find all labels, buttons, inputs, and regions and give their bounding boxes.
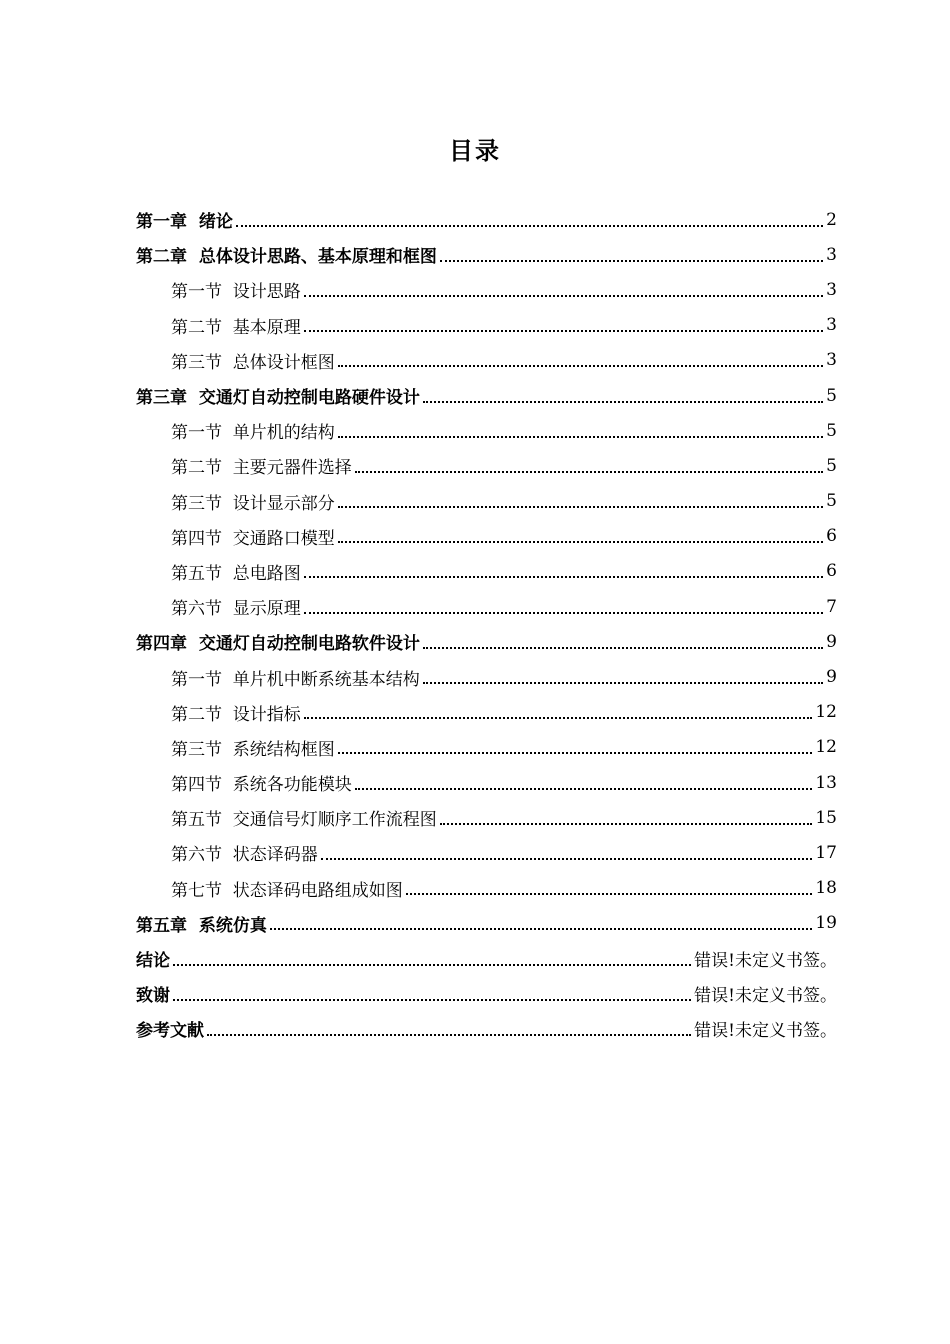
dot-leader	[207, 1034, 691, 1036]
dot-leader	[338, 365, 823, 367]
toc-entry-label: 第三章 交通灯自动控制电路硬件设计	[136, 388, 420, 409]
toc-entry-label: 第一章 绪论	[136, 212, 233, 233]
toc-entry-label: 第一节 单片机的结构	[171, 423, 335, 444]
dot-leader	[338, 436, 823, 438]
toc-entry-page: 错误!未定义书签。	[694, 986, 837, 1007]
toc-entry[interactable]	[0, 308, 950, 343]
dot-leader	[173, 999, 691, 1001]
dot-leader	[321, 858, 813, 860]
toc-entry-label: 第六节 状态译码器	[171, 845, 318, 866]
dot-leader	[304, 612, 823, 614]
toc-entry-label: 第二节 基本原理	[171, 317, 301, 338]
toc-entry[interactable]	[0, 413, 950, 448]
toc-entry-label: 第七节 状态译码电路组成如图	[171, 880, 403, 901]
toc-entry-page: 错误!未定义书签。	[694, 951, 837, 972]
toc-entry[interactable]	[0, 519, 950, 554]
dot-leader	[304, 295, 823, 297]
toc-entry[interactable]	[0, 554, 950, 589]
toc-entry[interactable]	[0, 378, 950, 413]
toc-entry[interactable]	[0, 202, 950, 237]
toc-entry-page: 12	[815, 702, 837, 723]
toc-entry-label: 第三节 系统结构框图	[171, 739, 335, 760]
toc-entry-page: 3	[826, 315, 837, 336]
toc-entry-page: 17	[815, 842, 837, 863]
dot-leader	[304, 330, 823, 332]
dot-leader	[270, 928, 813, 930]
toc-entry[interactable]	[0, 800, 950, 835]
toc-entry-label: 第二节 主要元器件选择	[171, 458, 352, 479]
toc-entry[interactable]	[0, 1011, 950, 1046]
dot-leader	[355, 788, 813, 790]
toc-entry-label: 致谢	[136, 986, 170, 1007]
toc-entry-page: 3	[826, 350, 837, 371]
dot-leader	[423, 401, 823, 403]
toc-entry-label: 结论	[136, 951, 170, 972]
toc-entry-label: 第五章 系统仿真	[136, 915, 267, 936]
dot-leader	[355, 471, 823, 473]
toc-entry[interactable]	[0, 941, 950, 976]
toc-entry-label: 第一节 设计思路	[171, 282, 301, 303]
toc-entry-page: 9	[826, 631, 837, 652]
toc-entry-label: 第一节 单片机中断系统基本结构	[171, 669, 420, 690]
toc-entry-page: 15	[815, 807, 837, 828]
toc-entry-label: 第四章 交通灯自动控制电路软件设计	[136, 634, 420, 655]
toc-entry-page: 19	[815, 913, 837, 934]
toc-entry[interactable]	[0, 484, 950, 519]
toc-entry[interactable]	[0, 695, 950, 730]
toc-entry-page: 2	[826, 209, 837, 230]
toc-entry-page: 9	[826, 667, 837, 688]
dot-leader	[236, 225, 823, 227]
toc-entry-label: 第四节 交通路口模型	[171, 528, 335, 549]
toc-entry-label: 第二节 设计指标	[171, 704, 301, 725]
dot-leader	[338, 506, 823, 508]
toc-entry-page: 5	[826, 420, 837, 441]
dot-leader	[338, 752, 813, 754]
toc-entry[interactable]	[0, 765, 950, 800]
toc-entry-page: 3	[826, 279, 837, 300]
toc-entry[interactable]	[0, 835, 950, 870]
toc-entry-page: 3	[826, 244, 837, 265]
toc-entry[interactable]	[0, 976, 950, 1011]
toc-entry-label: 第六节 显示原理	[171, 599, 301, 620]
toc-entry-label: 参考文献	[136, 1021, 204, 1042]
toc-entry-page: 5	[826, 385, 837, 406]
dot-leader	[423, 682, 823, 684]
toc-entry-label: 第五节 总电路图	[171, 563, 301, 584]
toc-entry[interactable]	[0, 906, 950, 941]
dot-leader	[338, 541, 823, 543]
toc-entry[interactable]	[0, 272, 950, 307]
toc-entry[interactable]	[0, 589, 950, 624]
toc-entry-label: 第三节 设计显示部分	[171, 493, 335, 514]
toc-entry[interactable]	[0, 730, 950, 765]
dot-leader	[304, 576, 823, 578]
toc-entry-page: 13	[815, 772, 837, 793]
toc-entry-label: 第三节 总体设计框图	[171, 352, 335, 373]
toc-entry-page: 6	[826, 526, 837, 547]
toc-entry[interactable]	[0, 659, 950, 694]
toc-entry-page: 5	[826, 455, 837, 476]
dot-leader	[423, 647, 823, 649]
dot-leader	[406, 893, 813, 895]
toc-entry-page: 5	[826, 491, 837, 512]
toc-entry-page: 18	[815, 878, 837, 899]
toc-entry-page: 7	[826, 596, 837, 617]
dot-leader	[173, 964, 691, 966]
toc-entry-page: 错误!未定义书签。	[694, 1021, 837, 1042]
toc-entry-page: 6	[826, 561, 837, 582]
toc-entry[interactable]	[0, 871, 950, 906]
toc-entry-label: 第四节 系统各功能模块	[171, 775, 352, 796]
toc-entry[interactable]	[0, 237, 950, 272]
toc-entry[interactable]	[0, 343, 950, 378]
dot-leader	[304, 717, 813, 719]
toc-entry-label: 第五节 交通信号灯顺序工作流程图	[171, 810, 437, 831]
toc-list	[0, 202, 950, 1047]
toc-entry-page: 12	[815, 737, 837, 758]
toc-title: 目录	[449, 137, 501, 165]
toc-entry[interactable]	[0, 448, 950, 483]
toc-entry[interactable]	[0, 624, 950, 659]
toc-entry-label: 第二章 总体设计思路、基本原理和框图	[136, 247, 437, 268]
dot-leader	[440, 823, 813, 825]
dot-leader	[440, 260, 823, 262]
